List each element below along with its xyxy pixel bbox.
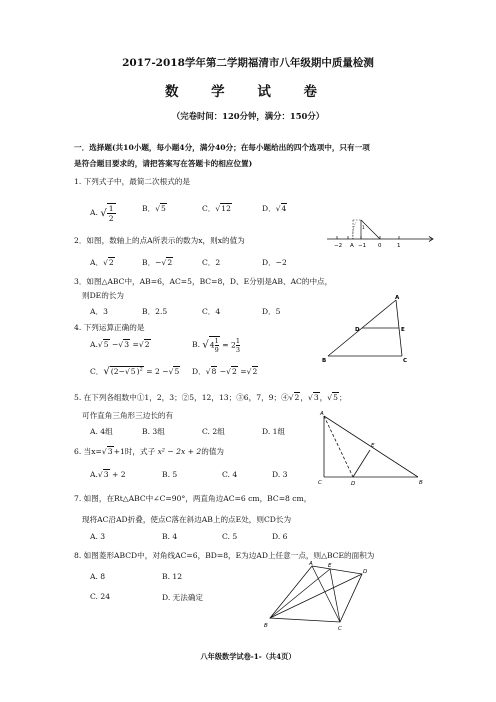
q4-option-b: B. √4 $\frac{1}{9}$ = 2 $\frac{1}{3}$ xyxy=(192,336,240,354)
q3-stem: 3．如图△ABC中，AB=6，AC=5，BC=8，D、E分别是AB、AC的中点， xyxy=(74,277,333,286)
q1-option-a: A. √ $\frac{1}{2}$ xyxy=(90,204,114,223)
q8-option-d: D. 无法确定 xyxy=(162,593,204,602)
q2-option-d: D．−2 xyxy=(262,258,287,267)
q3-option-b: B．2.5 xyxy=(142,307,168,316)
q5-stem2: 可作直角三角形三边长的有 xyxy=(82,411,174,420)
q7-stem: 7. 如图，在Rt△ABC中∠C=90°，两直角边AC=6 cm，BC=8 cm， xyxy=(74,494,312,503)
numberline-label-0: 0 xyxy=(378,243,382,249)
page-footer: 八年级数学试卷-1-（共4页） xyxy=(200,652,296,661)
q5-option-c: C. 2组 xyxy=(202,427,225,436)
tri2-label-a: A xyxy=(320,411,324,417)
fold-triangle-figure xyxy=(315,410,430,488)
rhombus-label-c: C xyxy=(338,626,342,632)
q8-option-a: A. 8 xyxy=(90,572,106,581)
q4-option-c: C．$√(2-√5)^2 = 2 -√5$ xyxy=(90,366,180,377)
tri2-label-c: C xyxy=(318,480,322,486)
section1-line2: 是符合题目要求的，请把答案写在答题卡的相应位置) xyxy=(74,159,253,168)
exam-title: 2017-2018学年第二学期福清市八年级期中质量检测 xyxy=(122,57,374,69)
rhombus-label-d: D xyxy=(363,569,368,575)
tri1-label-b: B xyxy=(322,358,327,364)
numberline-label-1: 1 xyxy=(397,243,401,249)
numberline-label-neg1: −1 xyxy=(358,243,367,249)
rhombus-label-b: B xyxy=(264,623,268,629)
q6-option-d: D. 3 xyxy=(272,470,288,479)
rhombus-label-a: A xyxy=(309,561,313,567)
q5-stem: 5. 在下列各组数中①1，2，3；②5，12，13；③6，7，9；④√2，√3，√5； xyxy=(74,393,347,402)
q8-option-b: B. 12 xyxy=(162,572,183,581)
rhombus-figure xyxy=(258,560,368,632)
q7-option-d: D. 6 xyxy=(272,532,288,541)
rhombus-label-e: E xyxy=(328,563,332,569)
q8-stem: 8. 如图菱形ABCD中，对角线AC=6，BD=8，E为边AD上任意一点，则△BCE的面积为 xyxy=(74,551,375,560)
q3-option-c: C．4 xyxy=(202,307,221,316)
q5-option-b: B. 3组 xyxy=(142,427,165,436)
q7-option-a: A. 3 xyxy=(90,532,106,541)
q2-option-a: A．√2 xyxy=(90,258,114,267)
tri1-label-c: C xyxy=(403,358,408,364)
q1-option-c: C．√12 xyxy=(202,204,231,213)
q5-option-a: A. 4组 xyxy=(90,427,113,436)
tri2-label-b: B xyxy=(419,480,423,486)
tri2-label-e: E xyxy=(371,443,375,449)
numberline-label-neg2: −2 xyxy=(334,243,343,249)
q5-option-d: D. 1组 xyxy=(262,427,286,436)
q2-stem: 2．如图，数轴上的点A所表示的数为x，则x的值为 xyxy=(74,236,245,245)
q3-option-a: A．3 xyxy=(90,307,108,316)
q2-option-b: B．−√2 xyxy=(142,258,173,267)
q8-option-c: C. 24 xyxy=(90,592,111,601)
q7-option-b: B. 4 xyxy=(162,532,178,541)
q7-option-c: C. 5 xyxy=(222,532,238,541)
tri1-label-d: D xyxy=(355,327,360,333)
exam-info: （完卷时间：120分钟，满分：150分） xyxy=(171,111,325,121)
q1-option-b: B．√5 xyxy=(142,204,166,213)
q3-option-d: D．5 xyxy=(262,307,281,316)
q7-stem2: 现将AC沿AD折叠，使点C落在斜边AB上的点E处，则CD长为 xyxy=(82,515,292,524)
q2-option-c: C．2 xyxy=(202,258,221,267)
tri1-label-a: A xyxy=(395,295,400,301)
q6-option-a: A.√3 + 2 xyxy=(90,470,126,479)
tri2-label-d: D xyxy=(351,481,356,487)
q6-option-b: B. 5 xyxy=(162,470,178,479)
numberline-unit-label: 1 xyxy=(362,226,365,231)
q3-stem2: 则DE的长为 xyxy=(82,291,125,300)
numberline-label-a: A xyxy=(350,243,354,249)
q4-option-d: D．√8 −√2 =√2 xyxy=(192,367,258,376)
q6-stem: 6. 当x=√3+1时，式子 x² − 2x + 2的值为 xyxy=(74,447,225,456)
subject-title: 数 学 试 卷 xyxy=(164,84,332,100)
tri1-label-e: E xyxy=(401,327,405,333)
q1-option-d: D．√4 xyxy=(262,204,287,213)
q6-option-c: C. 4 xyxy=(222,470,238,479)
q4-option-a: A.√5 −√3 =√2 xyxy=(90,340,150,349)
q1-stem: 1. 下列式子中，最简二次根式的是 xyxy=(74,177,190,186)
section1-line1: 一．选择题(共10小题，每小题4分，满分40分；在每小题给出的四个选项中，只有一项 xyxy=(74,143,370,152)
triangle-midline-figure xyxy=(318,292,418,366)
number-line-figure xyxy=(325,207,437,251)
q4-stem: 4. 下列运算正确的是 xyxy=(74,323,145,332)
